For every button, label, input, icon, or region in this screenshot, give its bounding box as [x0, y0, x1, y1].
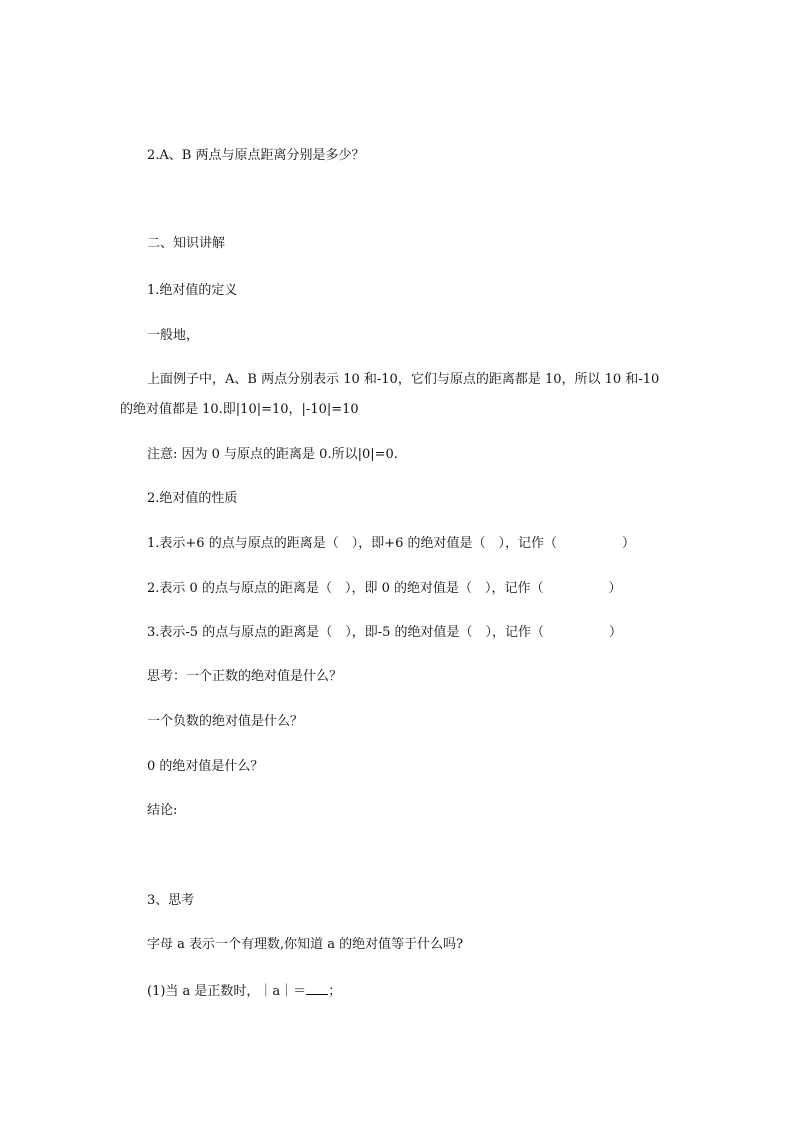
question-letter-a: 字母 a 表示一个有理数,你知道 a 的绝对值等于什么吗?: [147, 937, 464, 952]
text-generally: 一般地，: [147, 328, 200, 343]
exercise-plus-six: 1.表示+6 的点与原点的距离是（ ），即+6 的绝对值是（ ），记作（ ）: [147, 536, 635, 551]
subheading-definition: 1.绝对值的定义: [147, 283, 238, 298]
exercise-minus-five: 3.表示-5 的点与原点的距离是（ ），即-5 的绝对值是（ ），记作（ ）: [147, 625, 622, 640]
conclusion-label: 结论:: [147, 803, 178, 818]
case-positive-text: (1)当 a 是正数时，｜a｜＝: [147, 984, 307, 999]
case-positive-semicolon: ；: [328, 984, 342, 999]
paragraph-example-line2: 的绝对值都是 10.即|10|=10，|-10|=10: [120, 402, 359, 417]
think-zero: 0 的绝对值是什么？: [147, 759, 264, 774]
subheading-properties: 2.绝对值的性质: [147, 491, 238, 506]
answer-blank: [306, 982, 328, 995]
question-distance: 2.A、B 两点与原点距离分别是多少？: [147, 148, 365, 163]
section-heading-knowledge: 二、知识讲解: [147, 236, 226, 251]
think-negative: 一个负数的绝对值是什么？: [147, 714, 304, 729]
note-zero: 注意: 因为 0 与原点的距离是 0.所以|0|=0.: [147, 447, 398, 462]
think-positive: 思考：一个正数的绝对值是什么？: [147, 669, 343, 684]
section-heading-think: 3、思考: [147, 893, 195, 908]
paragraph-example-line1: 上面例子中，A、B 两点分别表示 10 和-10，它们与原点的距离都是 10，所以 10 和-10: [147, 372, 660, 387]
exercise-zero: 2.表示 0 的点与原点的距离是（ ），即 0 的绝对值是（ ），记作（ ）: [147, 581, 622, 596]
case-positive: [147, 982, 341, 1000]
